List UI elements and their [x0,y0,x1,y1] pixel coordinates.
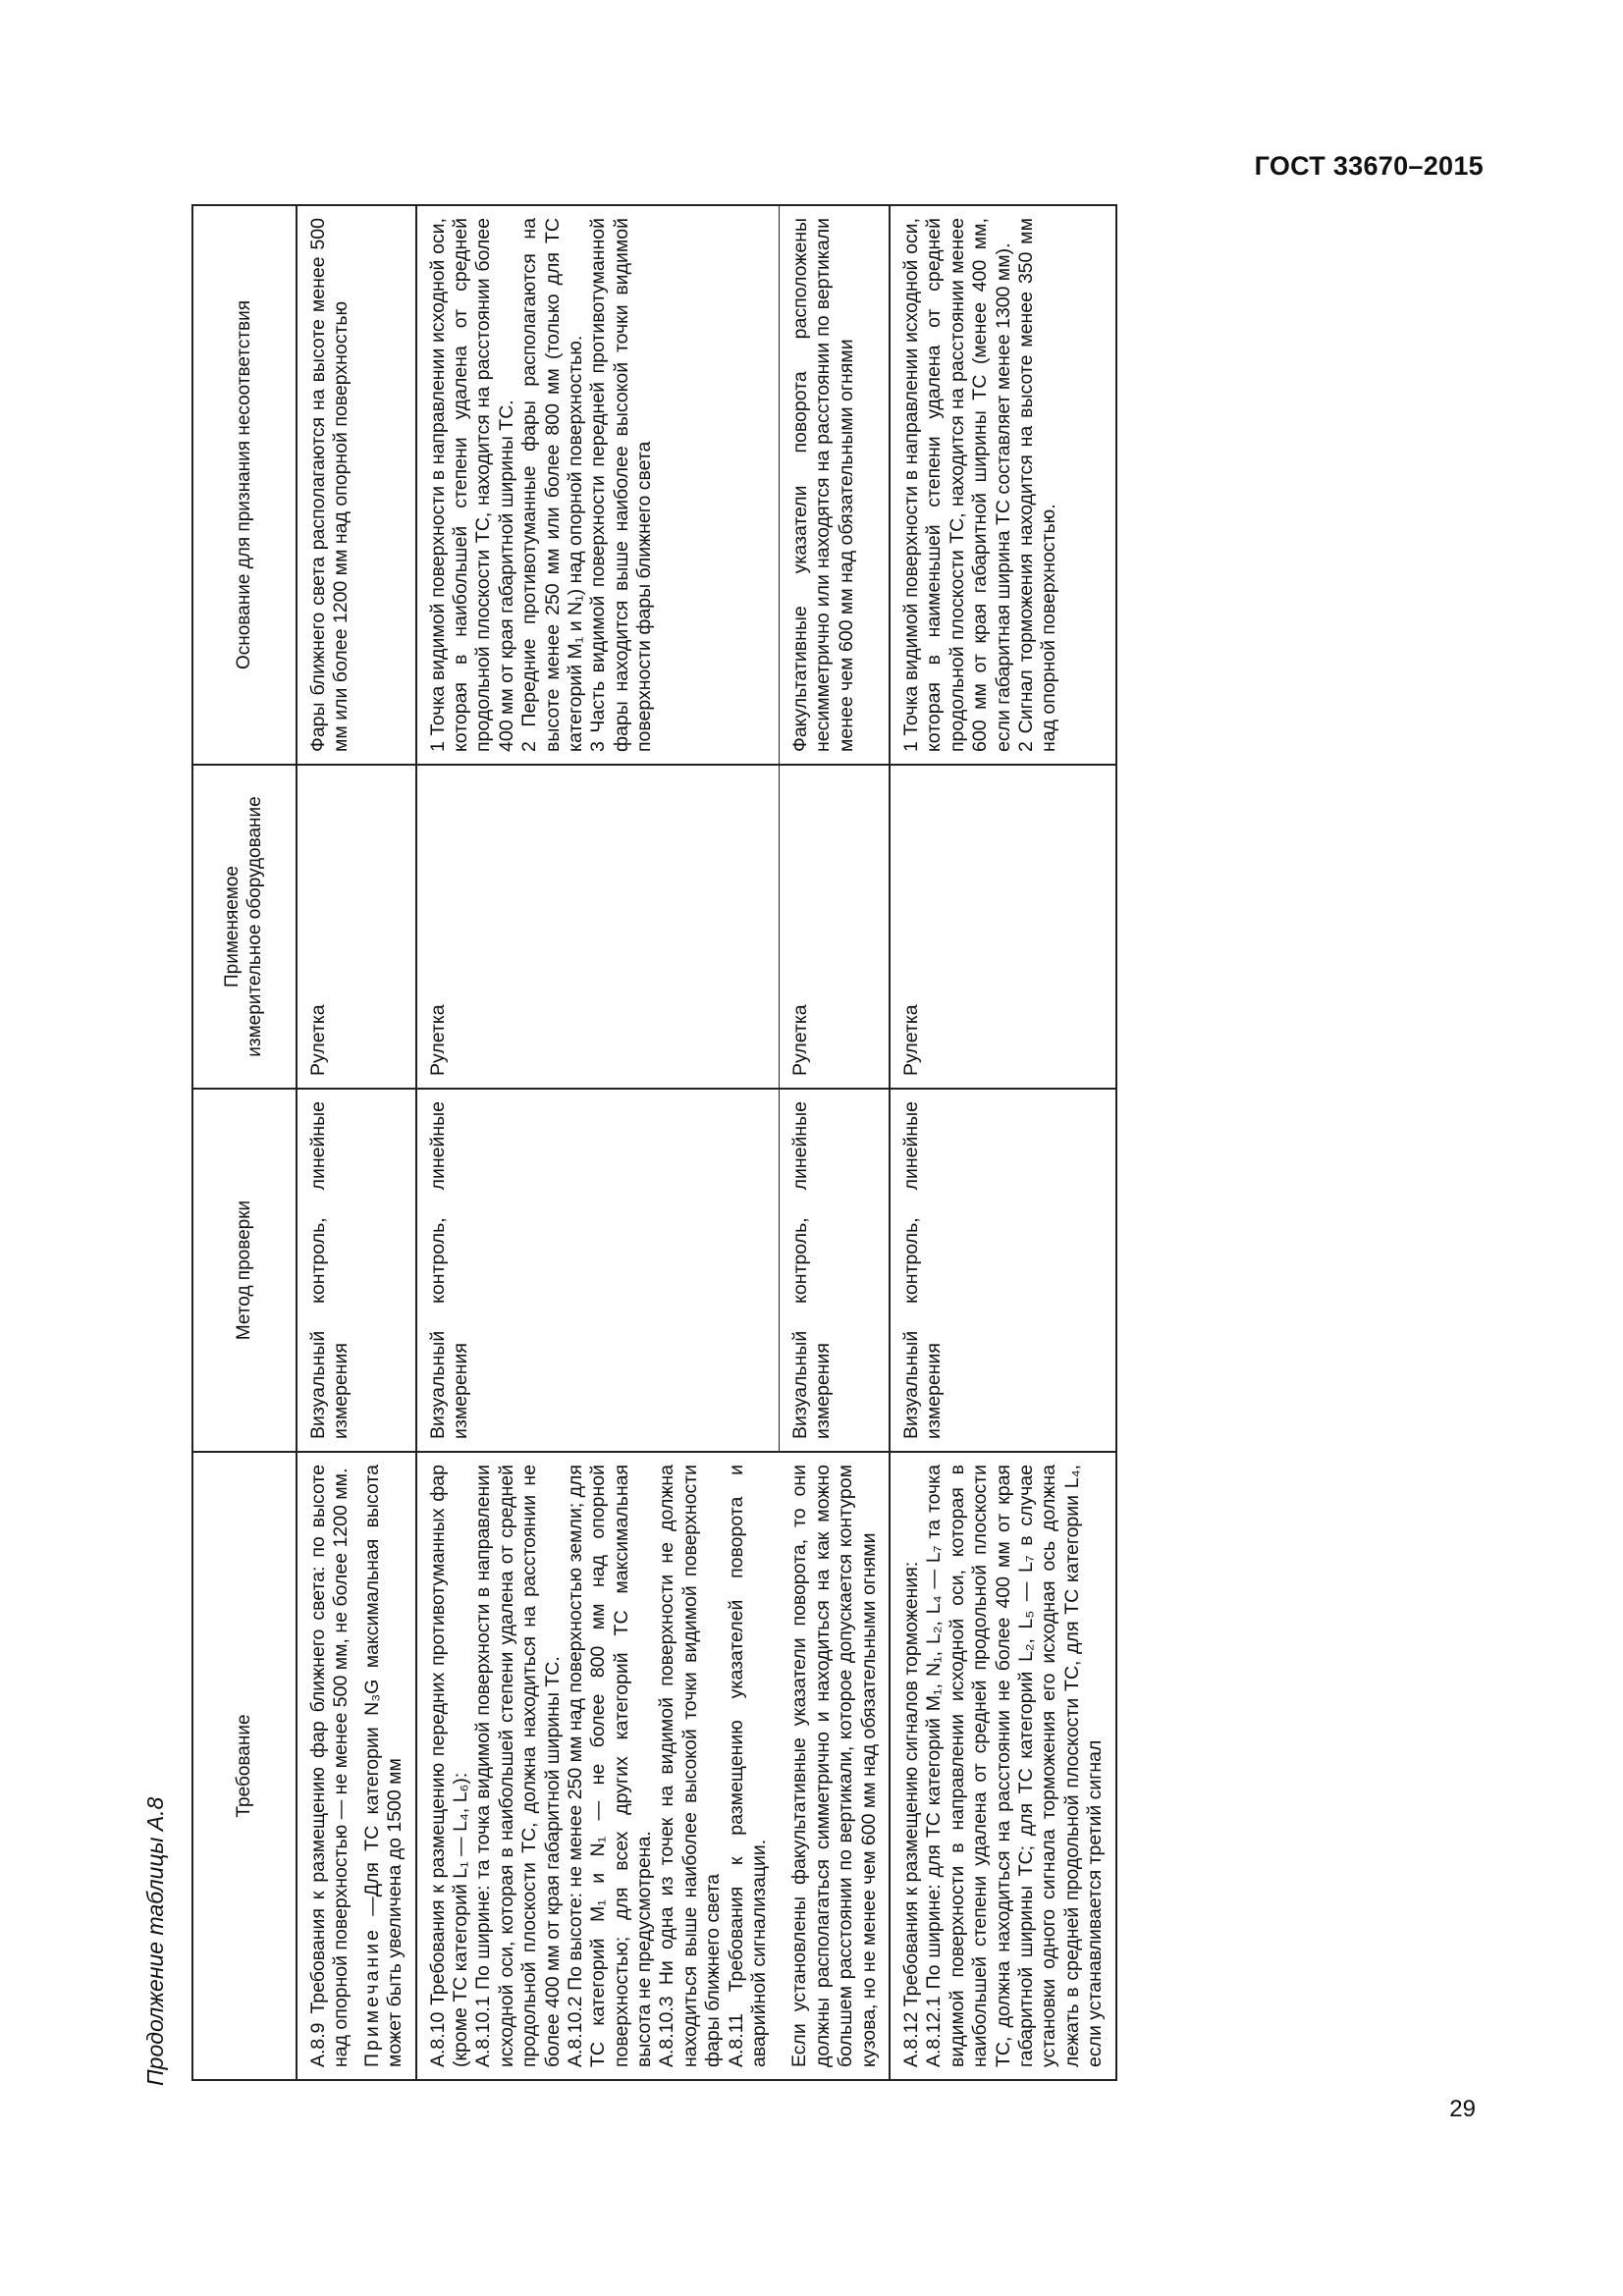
cell-requirement [297,1452,416,2080]
cell-method: Визуальный контроль, линейные измерения [297,1089,416,1452]
note-label: Примечание [360,1927,383,2067]
cell-method: Визуальный контроль, линейные измерения [779,1089,890,1452]
note-text: —Для ТС категории N₃G максимальная высота может быть увеличена до 1500 мм [360,1465,406,2067]
requirements-table [191,204,1117,2081]
cell-equipment: Рулетка [779,765,890,1089]
cell-method: Визуальный контроль, линейные измерения [416,1089,780,1452]
cell-basis: 1 Точка видимой поверхности в направлении исходной оси, которая в наибольшей степени удалена от средней продольной плоскости ТС, находится на расстоянии более 400 мм от края габаритной ширины ТС. 2 Передние противотуманные фары располагаются на высоте менее 250 мм или более 800 мм (только для ТС категорий M₁ и N₁) над опорной поверхностью. 3 Часть видимой поверхности передней противотуманной фары находится выше наиболее высокой точки видимой поверхности фары ближнего света [416,205,780,765]
table-header-row [192,205,297,2080]
col-header-equipment-line1: Применяемое [222,866,243,988]
col-header-requirement: Требование [192,1452,297,2080]
col-header-equipment [192,765,297,1089]
cell-equipment: Рулетка [297,765,416,1089]
cell-method: Визуальный контроль, линейные измерения [890,1089,1116,1452]
table-row [297,205,416,2080]
cell-basis: Фары ближнего света располагаются на высоте менее 500 мм или более 1200 мм над опорной поверхностью [297,205,416,765]
note [361,1465,407,2067]
col-header-equipment-line2: измерительное оборудование [244,796,265,1057]
cell-basis: Факультативные указатели поворота расположены несимметрично или находятся на расстоянии по вертикали менее чем 600 мм над обязательными огнями [779,205,890,765]
cell-requirement: Если установлены факультативные указатели поворота, то они должны располагаться симметрично и находиться на как можно большем расстоянии по вертикали, которое допускается контуром кузова, но не менее чем 600 мм над обязательными огнями [779,1452,890,2080]
table-row [416,205,780,2080]
cell-requirement: А.8.12 Требования к размещению сигналов торможения: А.8.12.1 По ширине: для ТС категорий M₁, N₁, L₂, L₄ — L₇ та точка видимой поверхности в направлении исходной оси, которая в наибольшей степени удалена от средней продольной плоскости ТС, должна находиться на расстоянии не более 400 мм от края габаритной ширины ТС; для ТС категорий L₂, L₅ — L₇ в случае установки одного сигнала торможения его исходная ось должна лежать в средней продольной плоскости ТС, для ТС категории L₄, если устанавливается третий сигнал [890,1452,1116,2080]
page-number: 29 [1449,2096,1476,2122]
standard-designation: ГОСТ 33670–2015 [1254,151,1484,181]
col-header-basis: Основание для признания несоответствия [192,205,297,765]
table-row [779,205,890,2080]
table-caption: Продолжение таблицы А.8 [142,1796,168,2086]
col-header-method: Метод проверки [192,1089,297,1452]
cell-equipment: Рулетка [890,765,1116,1089]
table-row [890,205,1116,2080]
cell-equipment: Рулетка [416,765,780,1089]
requirement-text: А.8.9 Требования к размещению фар ближнего света: по высоте над опорной поверхностью — не менее 500 мм, не более 1200 мм. [307,1465,352,2067]
cell-basis: 1 Точка видимой поверхности в направлении исходной оси, которая в наименьшей степени удалена от средней продольной плоскости ТС, находится на расстоянии менее 600 мм от края габаритной ширины ТС (менее 400 мм, если габаритная ширина ТС составляет менее 1300 мм). 2 Сигнал торможения находится на высоте менее 350 мм над опорной поверхностью. [890,205,1116,765]
rotated-page-content [142,147,1443,2120]
cell-requirement: А.8.10 Требования к размещению передних противотуманных фар (кроме ТС категорий L₁ — L₄, L₆): А.8.10.1 По ширине: та точка видимой поверхности в направлении исходной оси, которая в наибольшей степени удалена от средней продольной плоскости ТС, должна находиться на расстоянии не более 400 мм от края габаритной ширины ТС. А.8.10.2 По высоте: не менее 250 мм над поверхностью земли; для ТС категорий M₁ и N₁ — не более 800 мм над опорной поверхностью; для всех других категорий ТС максимальная высота не предусмотрена. А.8.10.3 Ни одна из точек на видимой поверхности не должна находиться выше наиболее высокой точки видимой поверхности фары ближнего света А.8.11 Требования к размещению указателей поворота и аварийной сигнализации. [416,1452,780,2080]
